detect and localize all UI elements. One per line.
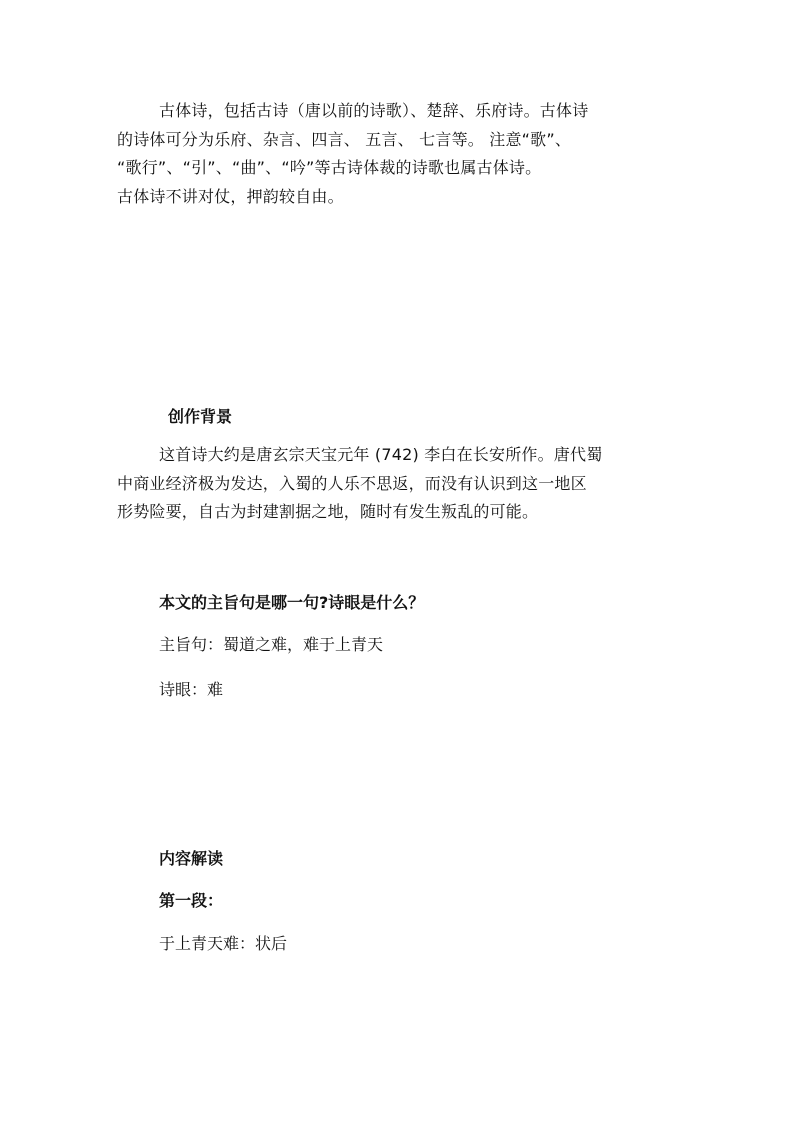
intro-paragraph xyxy=(117,97,697,211)
background-line-2: 中商业经济极为发达，入蜀的人乐不思返，而没有认识到这一地区 xyxy=(117,473,587,493)
content-line-1: 于上青天难：状后 xyxy=(159,934,288,953)
intro-line-1: 古体诗，包括古诗（唐以前的诗歌）、楚辞、乐府诗。古体诗 xyxy=(159,101,589,120)
background-paragraph xyxy=(117,441,697,527)
background-line-3: 形势险要，自古为封建割据之地，随时有发生叛乱的可能。 xyxy=(117,502,539,521)
background-heading: 创作背景 xyxy=(168,407,233,426)
main-sentence: 主旨句：蜀道之难，难于上青天 xyxy=(159,635,384,654)
intro-line-4: 古体诗不讲对仗，押韵较自由。 xyxy=(117,186,344,206)
content-heading: 内容解读 xyxy=(159,849,224,868)
theme-question: 本文的主旨句是哪一句?诗眼是什么？ xyxy=(159,593,425,612)
section-label: 第一段： xyxy=(159,891,224,910)
intro-line-2: 的诗体可分为乐府、杂言、四言、 五言、 七言等。 注意“歌”、 xyxy=(117,129,572,149)
poem-eye: 诗眼：难 xyxy=(159,680,224,699)
background-line-1: 这首诗大约是唐玄宗天宝元年 (742) 李白在长安所作。唐代蜀 xyxy=(159,445,603,464)
intro-line-3: “歌行”、“引”、“曲”、“吟”等古诗体裁的诗歌也属古体诗。 xyxy=(117,158,542,177)
